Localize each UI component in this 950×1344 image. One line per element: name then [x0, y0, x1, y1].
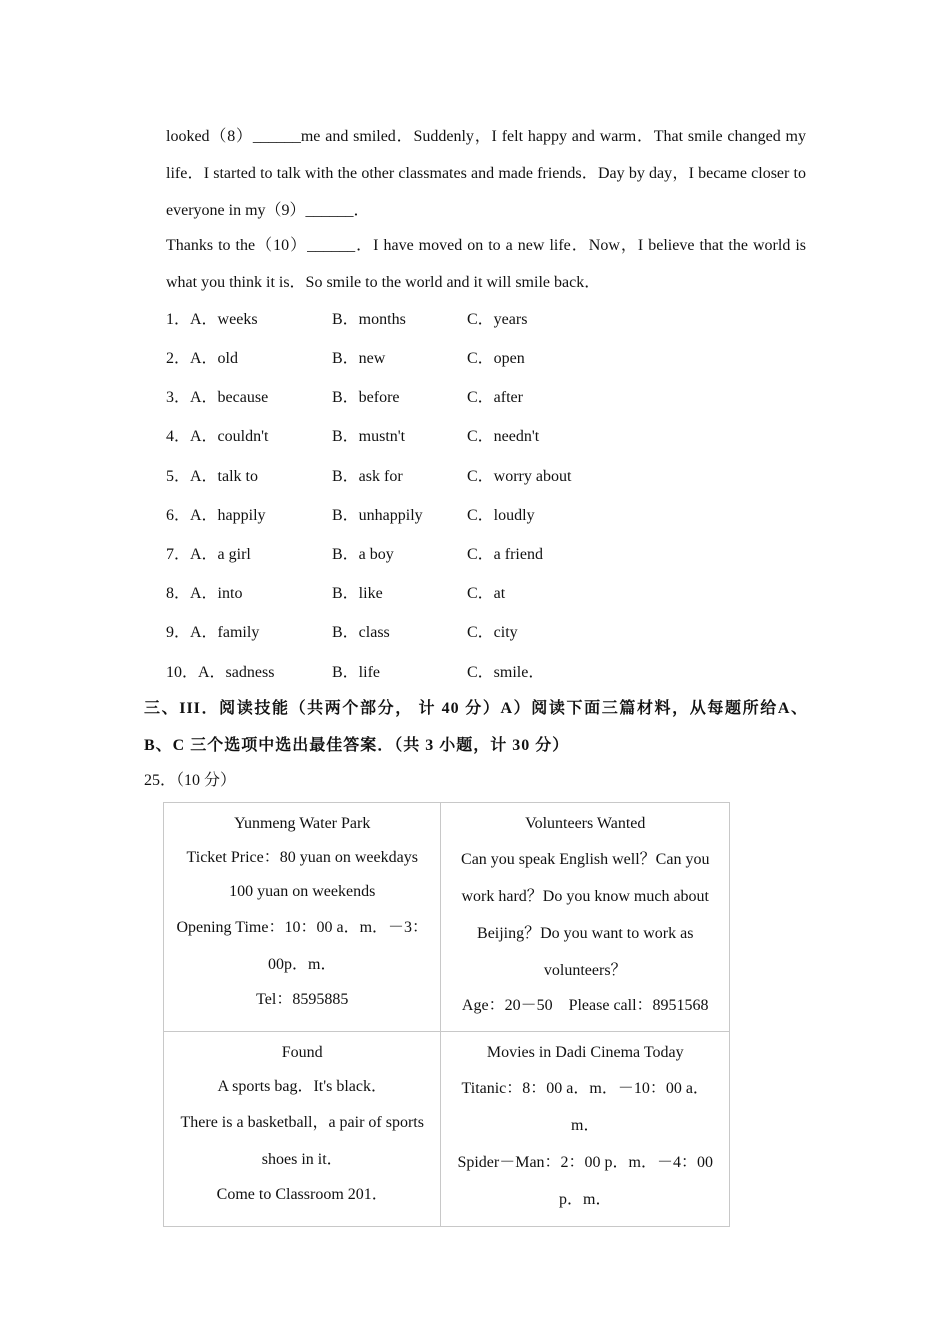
- option-c: C．at: [467, 585, 506, 602]
- option-row-1: [166, 309, 766, 331]
- water-park-ticket-weekdays: Ticket Price：80 yuan on weekdays: [186, 849, 418, 866]
- option-c: C．loudly: [467, 507, 535, 524]
- option-b: B．before: [332, 389, 400, 406]
- option-row-9: [166, 622, 766, 644]
- option-row-4: [166, 426, 766, 448]
- movies-title: Movies in Dadi Cinema Today: [486, 1044, 684, 1061]
- option-row-8: [166, 583, 766, 605]
- passage-paragraph-1: looked（8）______me and smiled．Suddenly，I felt happy and warm．That smile changed my life．I started to talk with the other classmates and made friends．Day by day，I became closer to everyone in my（9）______．: [166, 128, 806, 219]
- option-c: C．open: [467, 350, 525, 367]
- option-b: B．a boy: [332, 546, 394, 563]
- ads-table: [163, 802, 730, 1227]
- section-heading: 三、III．阅读技能（共两个部分， 计 40 分）A）阅读下面三篇材料，从每题所给A、B、C 三个选项中选出最佳答案．（共 3 小题，计 30 分）: [144, 700, 808, 754]
- option-c: C．needn't: [467, 428, 540, 445]
- volunteers-title: Volunteers Wanted: [525, 815, 646, 832]
- option-c: C．after: [467, 389, 523, 406]
- option-c: C．smile．: [467, 664, 545, 681]
- option-b: B．like: [332, 585, 383, 602]
- option-b: B．class: [332, 624, 390, 641]
- volunteers-footer: Age：20－50 Please call：8951568: [461, 997, 709, 1014]
- option-c: C．worry about: [467, 468, 572, 485]
- option-b: B．unhappily: [332, 507, 423, 524]
- passage-paragraph-2: Thanks to the（10）______．I have moved on to a new life．Now，I believe that the world is what you think it is．So smile to the world and it will smile back．: [166, 237, 806, 291]
- option-a: 10．A．sadness: [166, 664, 275, 681]
- ads-row-bottom: [164, 1032, 730, 1227]
- option-row-6: [166, 505, 766, 527]
- option-c: C．city: [467, 624, 518, 641]
- water-park-opening-time: Opening Time：10：00 a．m．－3：00p．m．: [176, 919, 429, 973]
- found-line-3: Come to Classroom 201．: [216, 1186, 388, 1203]
- question-number: 25．（10 分）: [144, 772, 237, 789]
- option-a: 8．A．into: [166, 585, 243, 602]
- found-line-2: There is a basketball，a pair of sports shoes in it．: [180, 1114, 424, 1168]
- water-park-ticket-weekends: 100 yuan on weekends: [229, 883, 376, 900]
- option-b: B．new: [332, 350, 386, 367]
- option-a: 9．A．family: [166, 624, 260, 641]
- option-row-10: [166, 662, 766, 684]
- water-park-tel: Tel：8595885: [256, 991, 349, 1008]
- volunteers-ad: [441, 803, 730, 1032]
- option-a: 5．A．talk to: [166, 468, 258, 485]
- option-a: 3．A．because: [166, 389, 269, 406]
- option-c: C．a friend: [467, 546, 543, 563]
- found-title: Found: [281, 1044, 323, 1061]
- option-a: 4．A．couldn't: [166, 428, 269, 445]
- option-b: B．mustn't: [332, 428, 406, 445]
- option-a: 7．A．a girl: [166, 546, 251, 563]
- water-park-title: Yunmeng Water Park: [234, 815, 371, 832]
- movies-titanic: Titanic：8：00 a．m．－10：00 a．m．: [461, 1080, 709, 1134]
- option-row-5: [166, 466, 766, 488]
- option-b: B．months: [332, 311, 406, 328]
- option-row-2: [166, 348, 766, 370]
- option-a: 6．A．happily: [166, 507, 266, 524]
- found-ad: [164, 1032, 441, 1227]
- option-b: B．life: [332, 664, 380, 681]
- option-a: 1．A．weeks: [166, 311, 258, 328]
- option-row-7: [166, 544, 766, 566]
- ads-row-top: [164, 803, 730, 1032]
- option-a: 2．A．old: [166, 350, 239, 367]
- found-line-1: A sports bag．It's black．: [217, 1078, 388, 1095]
- volunteers-body: Can you speak English well？Can you work hard？Do you know much about Beijing？Do you want to work as volunteers？: [461, 851, 710, 979]
- water-park-ad: [164, 803, 441, 1032]
- option-c: C．years: [467, 311, 528, 328]
- option-row-3: [166, 387, 766, 409]
- option-b: B．ask for: [332, 468, 403, 485]
- movies-ad: [441, 1032, 730, 1227]
- movies-spider-man: Spider－Man：2：00 p．m．－4：00 p．m．: [457, 1154, 714, 1208]
